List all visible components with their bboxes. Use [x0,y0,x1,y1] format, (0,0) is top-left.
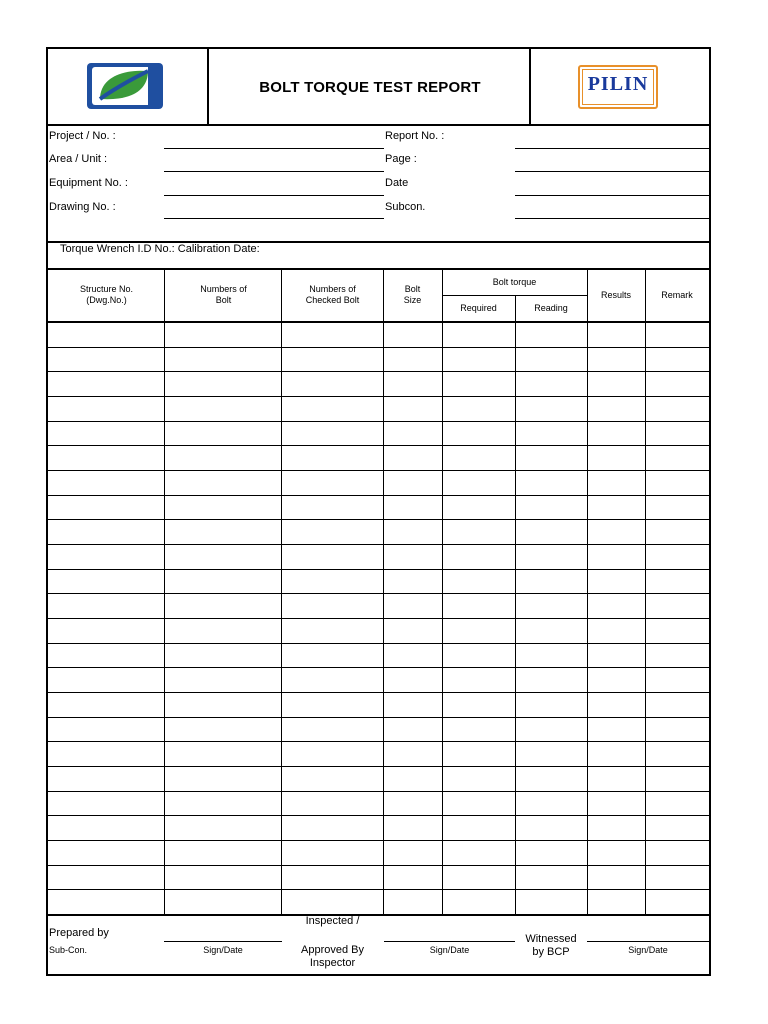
col-remark-header: Remark [661,289,693,300]
torque-wrench-label: Torque Wrench I.D No.: Calibration Date: [60,243,260,255]
header-bottom-rule [48,124,709,126]
table-row[interactable] [48,840,709,841]
col-bolt-size-header: Bolt Size [403,284,422,305]
table-row[interactable] [48,815,709,816]
report-no-field[interactable] [515,148,709,149]
table-row[interactable] [48,544,709,545]
subcon-field[interactable] [515,218,709,219]
col-structure-header: Structure No. (Dwg.No.) [79,284,134,305]
table-row[interactable] [48,618,709,619]
subcon-footer-label: Sub-Con. [49,945,88,955]
col-line-4 [442,269,443,915]
table-row[interactable] [48,495,709,496]
company-logo-left [86,61,164,111]
col-required-header: Required [460,303,497,313]
table-row[interactable] [48,889,709,890]
table-row[interactable] [48,445,709,446]
report-no-label: Report No. : [385,130,445,142]
equipment-field[interactable] [164,195,384,196]
inspector-sign-field[interactable] [384,941,515,942]
col-bolt-torque-header: Bolt torque [492,276,537,287]
inspector-sign-date: Sign/Date [429,945,470,955]
pilin-logo-text: PILIN [587,73,649,95]
col-reading-header: Reading [534,303,568,313]
table-row[interactable] [48,791,709,792]
drawing-field[interactable] [164,218,384,219]
drawing-label: Drawing No. : [49,201,116,213]
date-label: Date [385,177,409,189]
table-row[interactable] [48,396,709,397]
col-line-5 [515,295,516,915]
col-line-7 [645,269,646,915]
approved-label: Approved By Inspector [301,944,364,969]
col-results-header: Results [600,289,631,300]
table-row[interactable] [48,643,709,644]
table-header-bottom-rule [48,321,709,323]
table-row[interactable] [48,569,709,570]
table-row[interactable] [48,766,709,767]
area-field[interactable] [164,171,384,172]
equipment-label: Equipment No. : [49,177,128,189]
table-row[interactable] [48,347,709,348]
subcon-label: Subcon. [385,201,426,213]
table-row[interactable] [48,519,709,520]
page-label: Page : [385,153,417,165]
table-row[interactable] [48,865,709,866]
table-row[interactable] [48,470,709,471]
prepared-sign-date: Sign/Date [203,945,243,955]
witness-sign-field[interactable] [587,941,709,942]
col-line-3 [383,269,384,915]
table-row[interactable] [48,593,709,594]
col-numbers-bolt-header: Numbers of Bolt [200,284,247,305]
leaf-logo-icon [86,61,164,111]
date-field[interactable] [515,195,709,196]
table-row[interactable] [48,371,709,372]
col-line-1 [164,269,165,915]
inspected-label: Inspected / [305,915,360,927]
witness-sign-date: Sign/Date [628,945,668,955]
table-row[interactable] [48,421,709,422]
report-form [46,47,711,976]
col-line-2 [281,269,282,915]
witnessed-label: Witnessed by BCP [525,933,577,958]
table-row[interactable] [48,692,709,693]
project-field[interactable] [164,148,384,149]
pilin-logo [578,65,658,109]
area-label: Area / Unit : [49,153,108,165]
header-divider-1 [207,49,209,125]
table-row[interactable] [48,667,709,668]
table-row[interactable] [48,741,709,742]
report-title: BOLT TORQUE TEST REPORT [259,78,481,96]
project-label: Project / No. : [49,130,116,142]
prepared-sign-field[interactable] [164,941,282,942]
prepared-by-label: Prepared by [49,927,109,939]
col-line-6 [587,269,588,915]
header-divider-2 [529,49,531,125]
table-row[interactable] [48,717,709,718]
page-field[interactable] [515,171,709,172]
col-checked-bolt-header: Numbers of Checked Bolt [305,284,360,305]
